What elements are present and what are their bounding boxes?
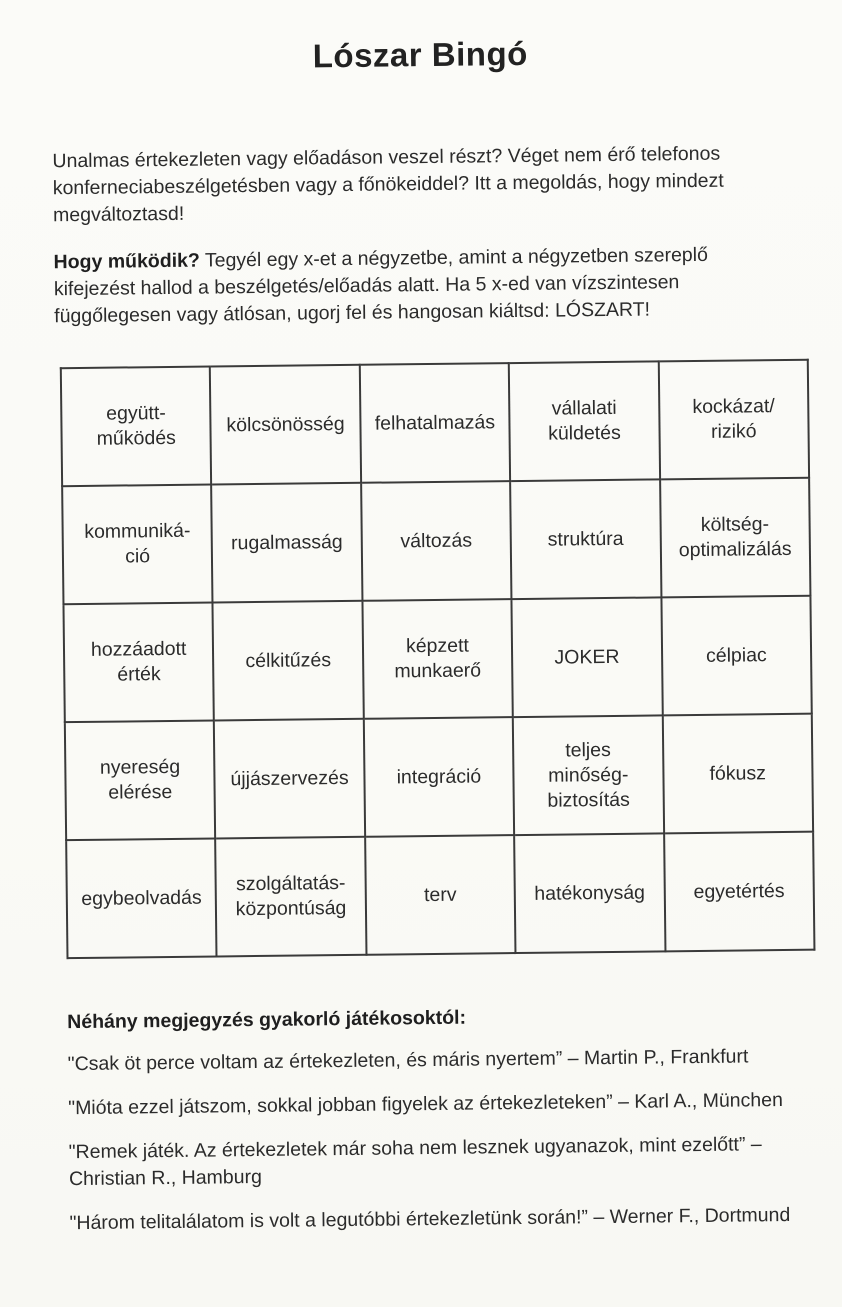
bingo-cell: újjászervezés bbox=[214, 719, 365, 839]
bingo-cell: rugalmasság bbox=[212, 483, 363, 603]
bingo-cell: változás bbox=[361, 482, 512, 602]
testimonial-quote: "Csak öt perce voltam az értekezleten, és máris nyertem” – Martin P., Frankfurt bbox=[67, 1045, 749, 1076]
bingo-cell: fókusz bbox=[662, 714, 813, 834]
bingo-cell: célkitűzés bbox=[213, 601, 364, 721]
bingo-cell: hozzáadott érték bbox=[63, 603, 214, 723]
testimonial-quote: "Mióta ezzel játszom, sokkal jobban figyelek az értekezleteken” – Karl A., München bbox=[68, 1089, 783, 1120]
bingo-cell: teljes minőség- biztosítás bbox=[513, 716, 664, 836]
intro-paragraph: Unalmas értekezleten vagy előadáson veszel részt? Véget nem érő telefonos konferneciabeszélgetésben vagy a főnökeiddel? Itt a megoldás, hogy mindezt megváltoztasd! bbox=[52, 142, 724, 227]
bingo-grid bbox=[60, 359, 816, 959]
bingo-cell: célpiac bbox=[661, 596, 812, 716]
bingo-cell: kölcsönösség bbox=[210, 365, 361, 485]
bingo-cell: egyetértés bbox=[664, 832, 815, 952]
bingo-row bbox=[62, 478, 810, 604]
testimonial-quote: "Remek játék. Az értekezletek már soha nem lesznek ugyanazok, mint ezelőtt” – Christian R., Hamburg bbox=[68, 1133, 762, 1191]
how-it-works-text: Tegyél egy x-et a négyzetbe, amint a négyzetben szereplő kifejezést hallod a beszélgetés/előadás alatt. Ha 5 x-ed van vízszintesen függőlegesen vagy átlósan, ugorj fel és hangosan kiáltsd: LÓSZART! bbox=[53, 243, 708, 327]
bingo-cell: költség- optimalizálás bbox=[660, 478, 811, 598]
bingo-cell: hatékonyság bbox=[514, 834, 665, 954]
bingo-row bbox=[65, 714, 813, 840]
bingo-row bbox=[66, 832, 814, 958]
bingo-cell: struktúra bbox=[510, 480, 661, 600]
bingo-cell: együtt- működés bbox=[61, 367, 212, 487]
bingo-cell: egybeolvadás bbox=[66, 839, 217, 959]
bingo-cell: terv bbox=[365, 836, 516, 956]
testimonials-list bbox=[68, 1043, 832, 1237]
bingo-cell: integráció bbox=[364, 718, 515, 838]
bingo-row bbox=[61, 360, 809, 486]
bingo-cell: nyereség elérése bbox=[65, 721, 216, 841]
bingo-cell: felhatalmazás bbox=[360, 364, 511, 484]
how-it-works-label: Hogy működik? bbox=[53, 249, 200, 273]
bingo-row bbox=[63, 596, 811, 722]
bingo-cell: kockázat/ rizikó bbox=[658, 360, 809, 480]
bingo-cell: JOKER bbox=[512, 598, 663, 718]
bingo-cell: kommuniká- ció bbox=[62, 485, 213, 605]
testimonials-heading: Néhány megjegyzés gyakorló játékosoktól: bbox=[67, 1007, 467, 1034]
bingo-cell: vállalati küldetés bbox=[509, 362, 660, 482]
page-title: Lószar Bingó bbox=[312, 34, 528, 75]
bingo-cell: szolgáltatás- központúság bbox=[216, 837, 367, 957]
bingo-cell: képzett munkaerő bbox=[362, 600, 513, 720]
how-it-works-paragraph bbox=[53, 241, 794, 330]
testimonial-quote: "Három telitalálatom is volt a legutóbbi értekezletünk során!” – Werner F., Dortmund bbox=[69, 1204, 791, 1235]
bingo-grid-body bbox=[61, 360, 815, 958]
